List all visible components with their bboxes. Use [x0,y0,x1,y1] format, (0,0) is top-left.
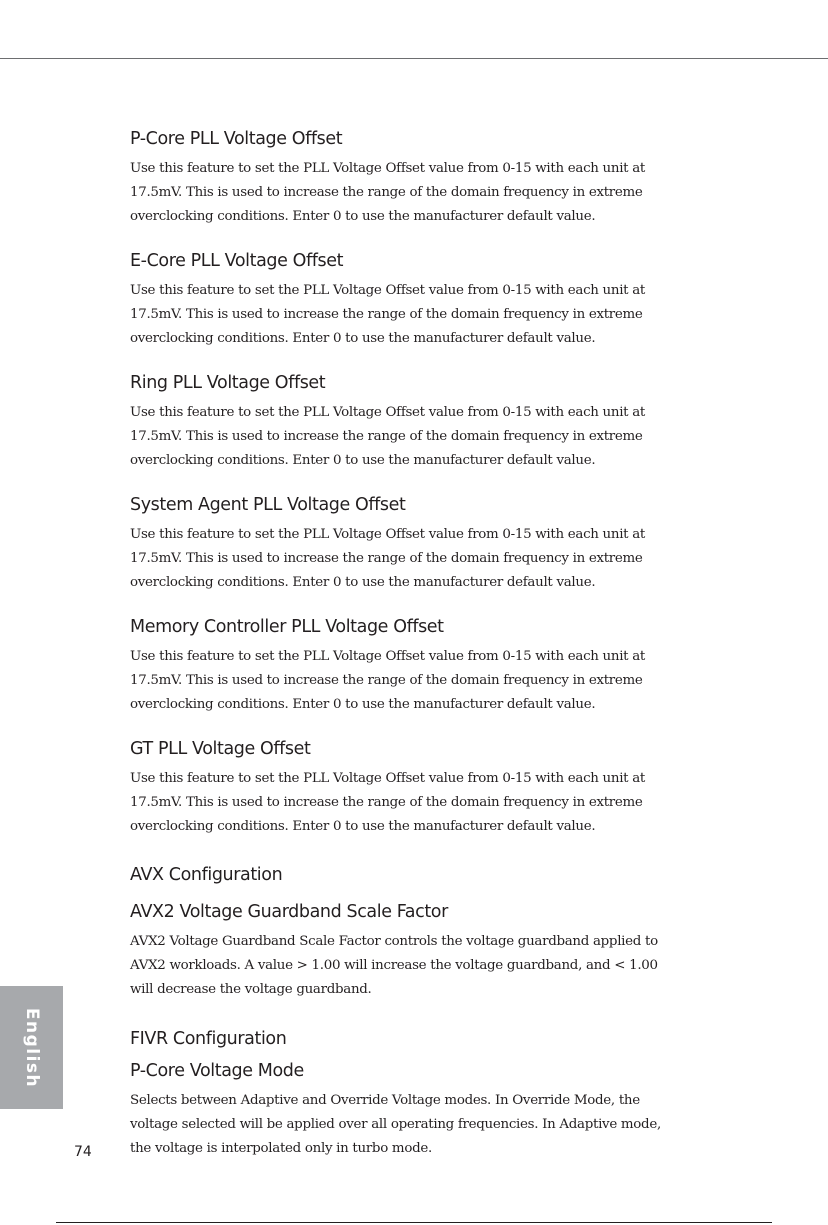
section-heading: Ring PLL Voltage Offset [130,373,326,393]
header-rule [0,58,828,59]
description-line: 17.5mV. This is used to increase the range of the domain frequency in extreme [130,307,643,322]
section-description [130,279,678,351]
description-line: 17.5mV. This is used to increase the range of the domain frequency in extreme [130,551,643,566]
section-description [130,523,678,595]
language-side-tab [0,986,63,1109]
language-label: English [21,1007,42,1088]
description-line: Use this feature to set the PLL Voltage Offset value from 0-15 with each unit at [130,161,645,176]
description-line: will decrease the voltage guardband. [130,982,372,997]
section-description [130,401,678,473]
description-line: overclocking conditions. Enter 0 to use the manufacturer default value. [130,575,596,590]
description-line: overclocking conditions. Enter 0 to use the manufacturer default value. [130,331,596,346]
section-gt-pll [130,736,678,839]
section-heading: P-Core PLL Voltage Offset [130,129,343,149]
section-heading: System Agent PLL Voltage Offset [130,495,406,515]
section-system-agent-pll [130,492,678,595]
description-line: overclocking conditions. Enter 0 to use the manufacturer default value. [130,453,596,468]
section-heading: GT PLL Voltage Offset [130,739,311,759]
section-memory-controller-pll [130,614,678,717]
description-line: 17.5mV. This is used to increase the range of the domain frequency in extreme [130,795,643,810]
section-description [130,157,678,229]
description-line: Use this feature to set the PLL Voltage Offset value from 0-15 with each unit at [130,649,645,664]
section-heading: Memory Controller PLL Voltage Offset [130,617,444,637]
description-line: Use this feature to set the PLL Voltage Offset value from 0-15 with each unit at [130,771,645,786]
subsection-p-core-voltage-mode [130,1058,678,1161]
section-avx-configuration [130,862,678,1002]
description-line: 17.5mV. This is used to increase the range of the domain frequency in extreme [130,429,643,444]
section-description [130,645,678,717]
section-description [130,930,678,1002]
section-heading: E-Core PLL Voltage Offset [130,251,344,271]
description-line: Selects between Adaptive and Override Voltage modes. In Override Mode, the [130,1093,640,1108]
section-description [130,767,678,839]
section-p-core-pll [130,126,678,229]
section-fivr-configuration [130,1026,678,1161]
description-line: Use this feature to set the PLL Voltage Offset value from 0-15 with each unit at [130,405,645,420]
description-line: AVX2 Voltage Guardband Scale Factor controls the voltage guardband applied to [130,934,658,949]
section-ring-pll [130,370,678,473]
section-e-core-pll [130,248,678,351]
description-line: the voltage is interpolated only in turbo mode. [130,1141,432,1156]
section-description [130,1089,678,1161]
description-line: overclocking conditions. Enter 0 to use the manufacturer default value. [130,697,596,712]
group-heading: FIVR Configuration [130,1029,287,1049]
description-line: Use this feature to set the PLL Voltage Offset value from 0-15 with each unit at [130,527,645,542]
description-line: Use this feature to set the PLL Voltage Offset value from 0-15 with each unit at [130,283,645,298]
description-line: voltage selected will be applied over all operating frequencies. In Adaptive mode, [130,1117,661,1132]
description-line: 17.5mV. This is used to increase the range of the domain frequency in extreme [130,185,643,200]
description-line: 17.5mV. This is used to increase the range of the domain frequency in extreme [130,673,643,688]
page-number: 74 [74,1144,92,1160]
subsection-avx2-guardband [130,899,678,1002]
description-line: overclocking conditions. Enter 0 to use the manufacturer default value. [130,209,596,224]
description-line: overclocking conditions. Enter 0 to use the manufacturer default value. [130,819,596,834]
section-heading: P-Core Voltage Mode [130,1061,304,1081]
footer-rule [56,1222,772,1223]
section-heading: AVX2 Voltage Guardband Scale Factor [130,902,448,922]
description-line: AVX2 workloads. A value > 1.00 will increase the voltage guardband, and < 1.00 [130,958,658,973]
page-content [130,126,678,1170]
group-heading: AVX Configuration [130,865,283,885]
